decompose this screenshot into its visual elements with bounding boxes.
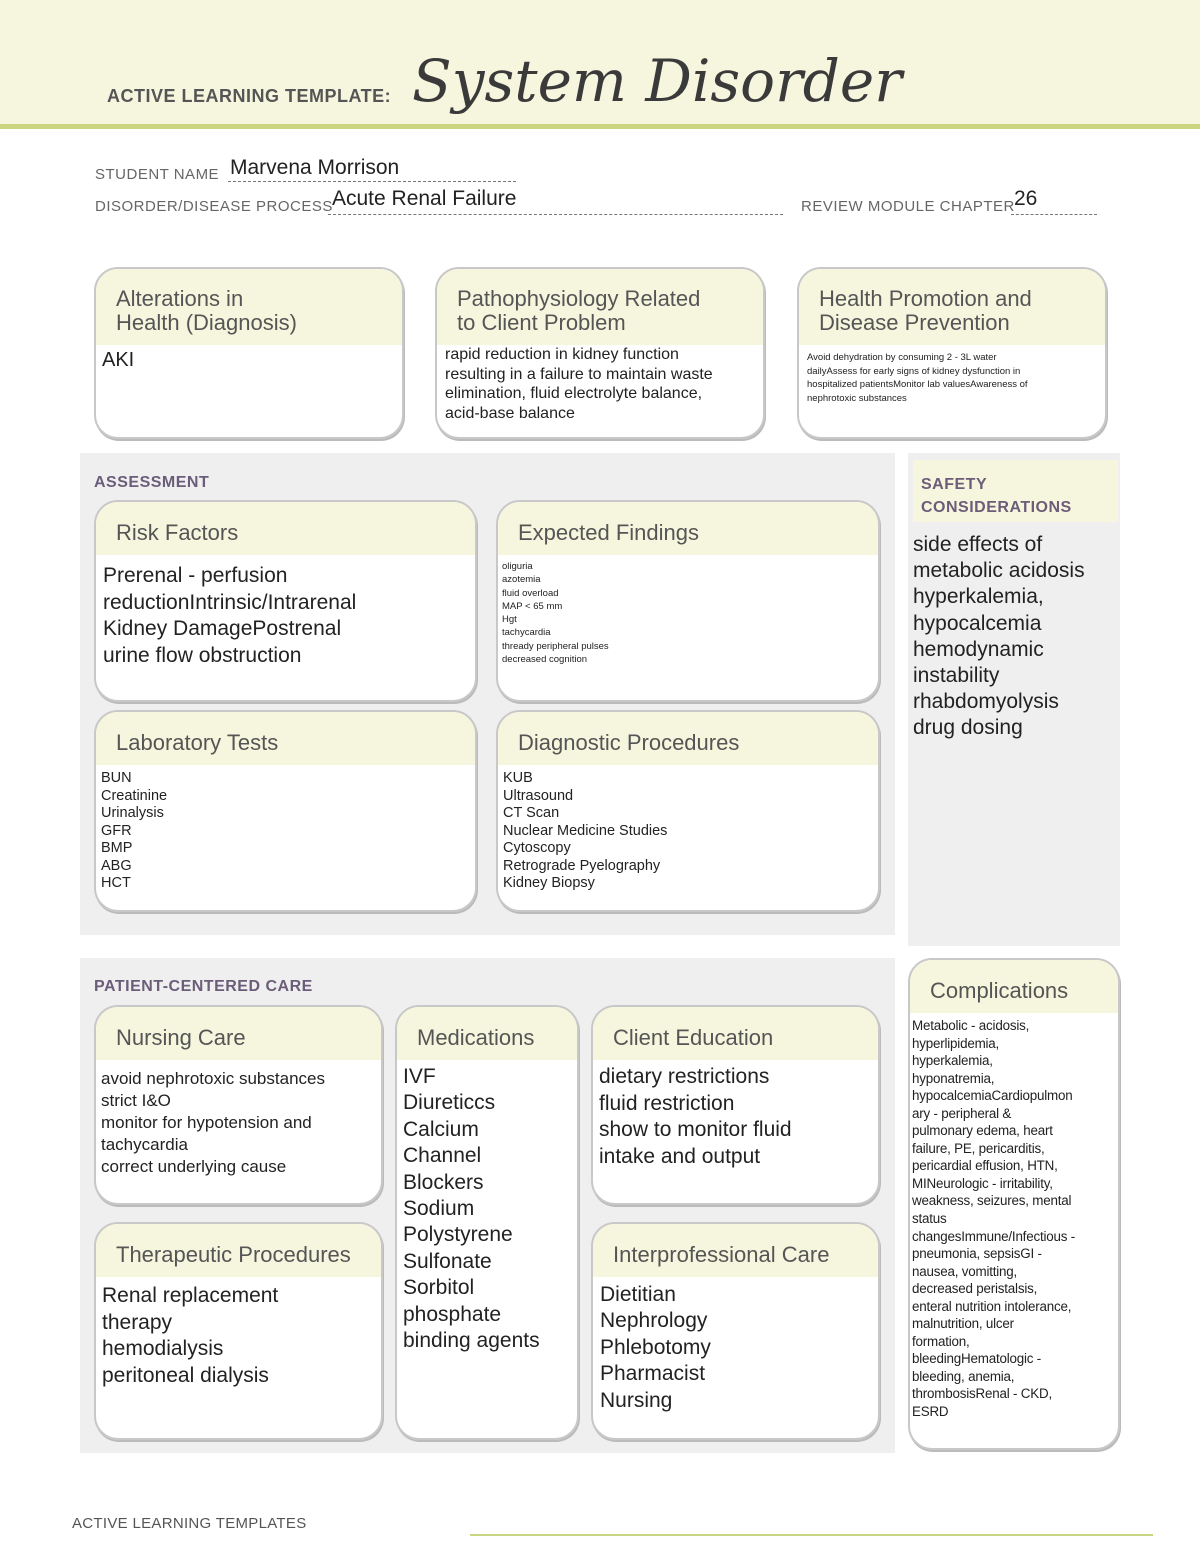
text-line: nausea, vomitting,: [912, 1263, 1018, 1279]
text-line: BMP: [101, 840, 133, 856]
pathophysiology-header: [437, 269, 763, 345]
text-line: resulting in a failure to maintain waste: [445, 365, 713, 383]
text-line: avoid nephrotoxic substances: [101, 1069, 325, 1088]
health-promotion-title-line1: Health Promotion and: [819, 285, 1032, 311]
interprofessional-care-card: [591, 1222, 880, 1440]
text-line: azotemia: [502, 574, 541, 586]
medications-content[interactable]: [397, 1060, 577, 1358]
text-line: instability: [913, 664, 1000, 688]
text-line: hyperlipidemia,: [912, 1035, 1000, 1051]
text-line: Pharmacist: [600, 1362, 706, 1386]
nursing-care-content[interactable]: [96, 1060, 381, 1186]
text-line: rapid reduction in kidney function: [445, 346, 679, 363]
health-promotion-title-line2: Disease Prevention: [819, 310, 1010, 335]
text-line: show to monitor fluid: [599, 1118, 792, 1141]
text-line: tachycardia: [502, 627, 551, 639]
text-line: thready peripheral pulses: [502, 640, 609, 652]
alterations-title-line1: Alterations in: [116, 285, 244, 311]
text-line: elimination, fluid electrolyte balance,: [445, 385, 703, 402]
risk-factors-card: [94, 500, 477, 702]
text-line: Cytoscopy: [503, 840, 571, 856]
footer-divider: [470, 1534, 1153, 1536]
disorder-field[interactable]: Acute Renal Failure: [332, 187, 517, 210]
text-line: MINeurologic - irritability,: [912, 1175, 1053, 1191]
text-line: acid-base balance: [445, 404, 575, 422]
laboratory-tests-header: Laboratory Tests: [96, 712, 475, 765]
text-line: malnutrition, ulcer: [912, 1316, 1014, 1332]
text-line: hemodialysis: [102, 1337, 224, 1360]
student-name-line: [228, 181, 516, 182]
text-line: ESRD: [912, 1404, 949, 1420]
text-line: Kidney DamagePostrenal: [103, 617, 342, 640]
interprofessional-care-content[interactable]: [593, 1277, 878, 1419]
text-line: ary - peripheral &: [912, 1105, 1012, 1121]
text-line: enteral nutrition intolerance,: [912, 1298, 1072, 1314]
template-prefix: ACTIVE LEARNING TEMPLATE:: [107, 86, 392, 106]
text-line: GFR: [101, 822, 132, 839]
text-line: Nuclear Medicine Studies: [503, 822, 668, 839]
header-divider: [0, 124, 1200, 129]
nursing-care-header: Nursing Care: [96, 1007, 381, 1060]
pathophysiology-content[interactable]: [437, 345, 763, 423]
risk-factors-header: Risk Factors: [96, 502, 475, 555]
text-line: Sulfonate: [403, 1249, 492, 1273]
chapter-label: REVIEW MODULE CHAPTER: [801, 198, 1015, 215]
text-line: dailyAssess for early signs of kidney dysfunction in: [807, 365, 1021, 377]
text-line: BUN: [101, 770, 132, 786]
text-line: Diureticcs: [403, 1091, 496, 1115]
expected-findings-card: [496, 500, 880, 702]
text-line: hospitalized patientsMonitor lab valuesAwareness of: [807, 379, 1028, 390]
text-line: changesImmune/Infectious -: [912, 1228, 1076, 1244]
text-line: strict I&O: [101, 1091, 171, 1110]
text-line: Nursing: [600, 1388, 673, 1412]
safety-content[interactable]: [913, 532, 1085, 742]
interprofessional-care-header: Interprofessional Care: [593, 1224, 878, 1277]
text-line: Polystyrene: [403, 1223, 513, 1247]
text-line: bleeding, anemia,: [912, 1368, 1015, 1384]
text-line: dietary restrictions: [599, 1065, 770, 1088]
chapter-field[interactable]: 26: [1014, 187, 1038, 210]
text-line: bleedingHematologic -: [912, 1351, 1042, 1367]
therapeutic-procedures-card: [94, 1222, 383, 1440]
text-line: Sorbitol: [403, 1276, 475, 1300]
expected-findings-header: Expected Findings: [498, 502, 878, 555]
text-line: weakness, seizures, mental: [912, 1193, 1072, 1209]
pathophysiology-title-line2: to Client Problem: [457, 310, 626, 335]
text-line: pulmonary edema, heart: [912, 1123, 1053, 1139]
health-promotion-card: [797, 267, 1107, 439]
text-line: CT Scan: [503, 805, 560, 821]
medications-header: Medications: [397, 1007, 577, 1060]
text-line: Hgt: [502, 614, 517, 626]
text-line: fluid restriction: [599, 1091, 735, 1115]
text-line: Avoid dehydration by consuming 2 - 3L water: [807, 352, 997, 363]
alterations-card: [94, 267, 404, 439]
text-line: Prerenal - perfusion: [103, 564, 288, 587]
alterations-header: [96, 269, 402, 345]
text-line: ABG: [101, 857, 132, 874]
text-line: Calcium: [403, 1117, 479, 1141]
text-line: Blockers: [403, 1170, 484, 1194]
pathophysiology-title-line1: Pathophysiology Related: [457, 285, 701, 311]
expected-findings-content[interactable]: [498, 555, 878, 671]
text-line: metabolic acidosis: [913, 559, 1085, 583]
alterations-title-line2: Health (Diagnosis): [116, 310, 297, 335]
text-line: hyperkalemia,: [913, 585, 1044, 609]
text-line: monitor for hypotension and: [101, 1113, 312, 1132]
text-line: Ultrasound: [503, 787, 574, 804]
alterations-content[interactable]: AKI: [102, 349, 135, 371]
pathophysiology-card: [435, 267, 765, 439]
text-line: reductionIntrinsic/Intrarenal: [103, 590, 357, 614]
text-line: hypocalcemiaCardiopulmon: [912, 1088, 1073, 1104]
text-line: Phlebotomy: [600, 1335, 711, 1359]
text-line: failure, PE, pericarditis,: [912, 1140, 1045, 1156]
text-line: hypocalcemia: [913, 611, 1042, 635]
text-line: thrombosisRenal - CKD,: [912, 1386, 1052, 1402]
text-line: pericardial effusion, HTN,: [912, 1158, 1058, 1174]
student-name-field[interactable]: Marvena Morrison: [230, 156, 400, 179]
diagnostic-procedures-header: Diagnostic Procedures: [498, 712, 878, 765]
text-line: fluid overload: [502, 587, 559, 599]
text-line: drug dosing: [913, 716, 1023, 740]
text-line: Channel: [403, 1144, 482, 1168]
text-line: correct underlying cause: [101, 1157, 287, 1176]
text-line: hyponatremia,: [912, 1070, 995, 1086]
complications-card: [908, 958, 1120, 1450]
text-line: KUB: [503, 770, 533, 786]
text-line: oliguria: [502, 561, 533, 572]
text-line: Sodium: [403, 1197, 475, 1221]
nursing-care-card: [94, 1005, 383, 1205]
text-line: Dietitian: [600, 1283, 676, 1306]
text-line: Retrograde Pyelography: [503, 857, 661, 874]
text-line: side effects of: [913, 533, 1043, 556]
text-line: Creatinine: [101, 787, 168, 804]
health-promotion-content[interactable]: [799, 345, 1105, 411]
safety-label-line2: CONSIDERATIONS: [921, 499, 1072, 516]
text-line: Renal replacement: [102, 1284, 279, 1307]
text-line: IVF: [403, 1065, 436, 1088]
laboratory-tests-card: [94, 710, 477, 912]
text-line: hyperkalemia,: [912, 1053, 993, 1069]
risk-factors-content[interactable]: [96, 555, 475, 677]
medications-card: [395, 1005, 579, 1440]
text-line: peritoneal dialysis: [102, 1363, 269, 1387]
footer-label: ACTIVE LEARNING TEMPLATES: [72, 1515, 307, 1532]
text-line: HCT: [101, 875, 131, 891]
text-line: phosphate: [403, 1302, 502, 1326]
laboratory-tests-content[interactable]: [96, 765, 475, 898]
text-line: decreased peristalsis,: [912, 1281, 1038, 1297]
text-line: Nephrology: [600, 1309, 708, 1333]
page-title: System Disorder: [412, 47, 902, 115]
text-line: therapy: [102, 1310, 173, 1334]
disorder-label: DISORDER/DISEASE PROCESS: [95, 198, 333, 215]
text-line: MAP < 65 mm: [502, 600, 563, 612]
text-line: decreased cognition: [502, 654, 588, 666]
therapeutic-procedures-header: Therapeutic Procedures: [96, 1224, 381, 1277]
complications-header: Complications: [910, 960, 1118, 1013]
client-education-card: [591, 1005, 880, 1205]
text-line: nephrotoxic substances: [807, 392, 907, 404]
text-line: Metabolic - acidosis,: [912, 1018, 1030, 1033]
text-line: urine flow obstruction: [103, 643, 302, 667]
text-line: binding agents: [403, 1329, 540, 1353]
safety-label: [921, 473, 1072, 519]
client-education-header: Client Education: [593, 1007, 878, 1060]
text-line: hemodynamic: [913, 637, 1044, 661]
text-line: tachycardia: [101, 1135, 188, 1154]
text-line: Urinalysis: [101, 805, 164, 821]
text-line: rhabdomyolysis: [913, 690, 1059, 714]
text-line: pneumonia, sepsisGI -: [912, 1246, 1042, 1262]
safety-label-line1: SAFETY: [921, 476, 988, 493]
diagnostic-procedures-card: [496, 710, 880, 912]
text-line: status: [912, 1211, 947, 1227]
client-education-content[interactable]: [593, 1060, 878, 1174]
text-line: formation,: [912, 1333, 970, 1349]
diagnostic-procedures-content[interactable]: [498, 765, 878, 898]
patient-care-label: PATIENT-CENTERED CARE: [94, 978, 313, 995]
text-line: intake and output: [599, 1144, 761, 1168]
complications-content[interactable]: [910, 1013, 1118, 1425]
health-promotion-header: [799, 269, 1105, 345]
disorder-line: [328, 214, 783, 215]
chapter-line: [1011, 214, 1097, 215]
assessment-label: ASSESSMENT: [94, 474, 210, 491]
text-line: Kidney Biopsy: [503, 875, 595, 891]
therapeutic-procedures-content[interactable]: [96, 1277, 381, 1395]
student-name-label: STUDENT NAME: [95, 166, 220, 183]
